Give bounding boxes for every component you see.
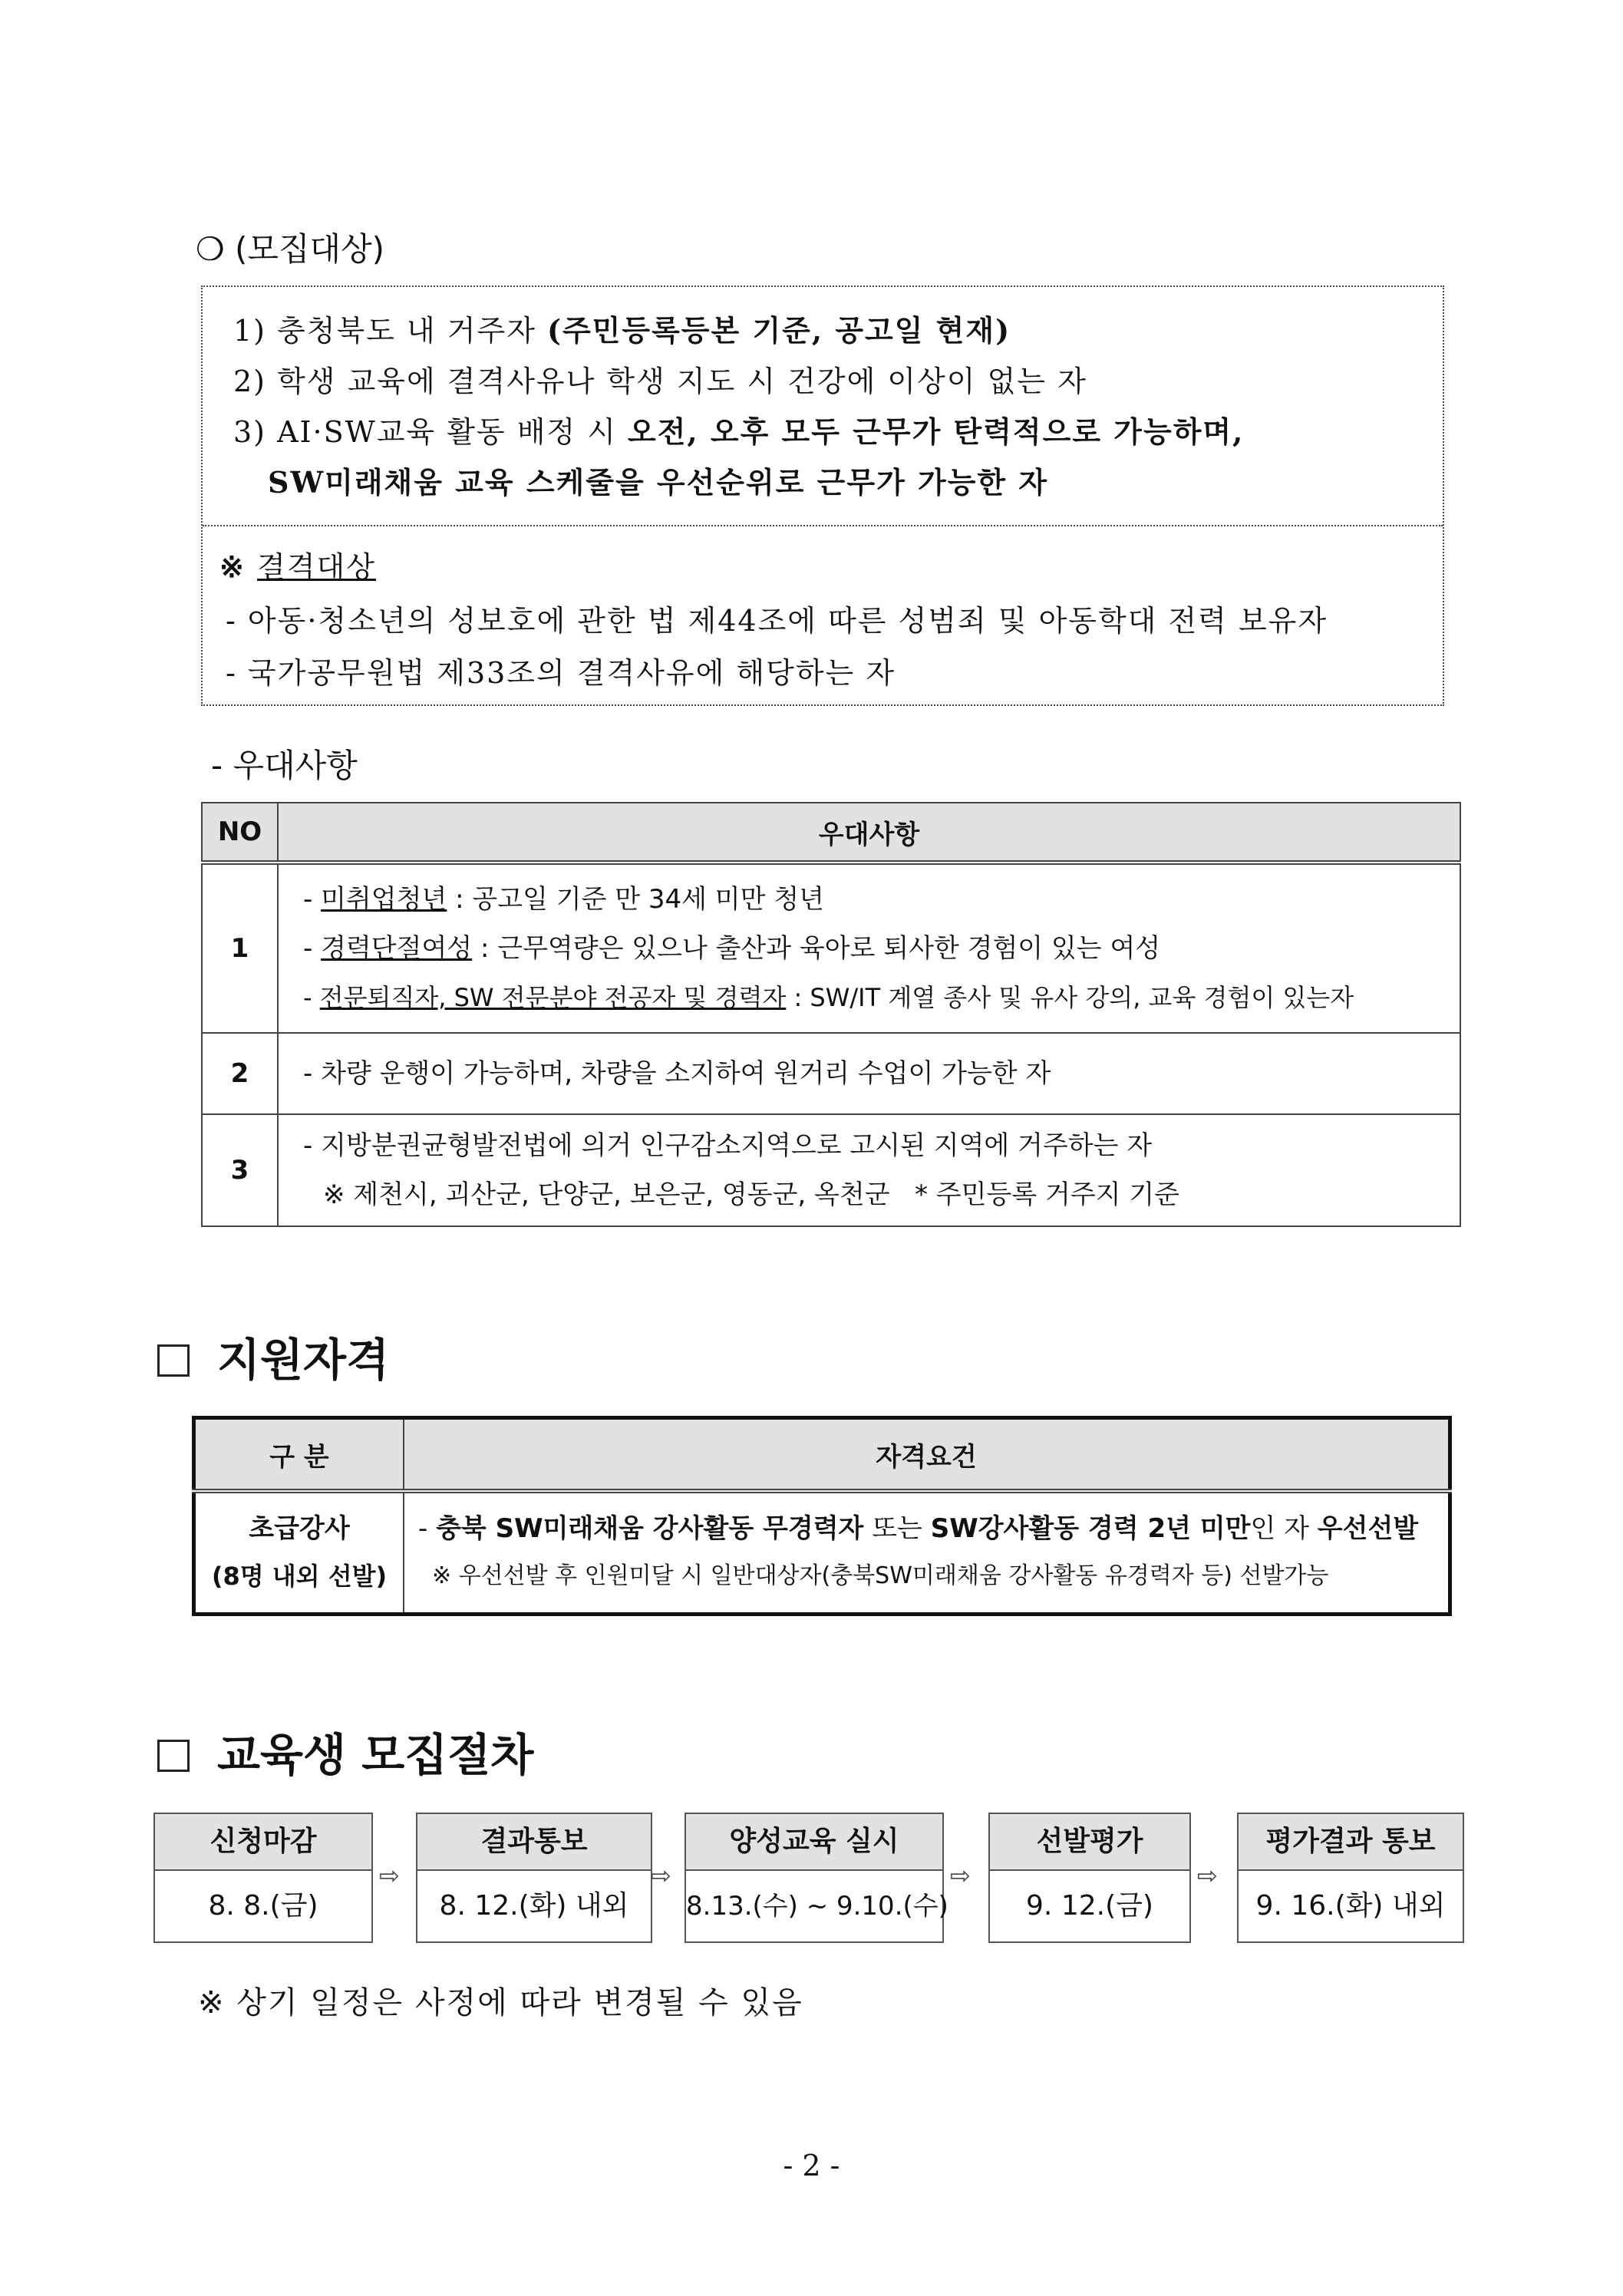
pref-line [279, 875, 1460, 924]
process-step [416, 1813, 652, 1943]
square-bullet-icon [157, 1344, 190, 1377]
process-step-title: 평가결과 통보 [1239, 1814, 1463, 1871]
process-step-date: 9. 12.(금) [1026, 1890, 1153, 1922]
square-bullet-icon [157, 1740, 190, 1772]
qual-req-part: 우선선발 [1317, 1513, 1419, 1545]
pref-no: 1 [202, 863, 278, 1033]
recruit-item-1-text: 1) 충청북도 내 거주자 [233, 314, 547, 348]
process-step-title: 양성교육 실시 [686, 1814, 942, 1871]
pref-line-text: ※ 제천시, 괴산군, 단양군, 보은군, 영동군, 옥천군 * 주민등록 거주지 기준 [323, 1179, 1180, 1210]
process-step [684, 1813, 948, 1943]
qual-section-heading [157, 1324, 389, 1388]
recruit-item-2-text: 2) 학생 교육에 결격사유나 학생 지도 시 건강에 이상이 없는 자 [233, 365, 1087, 398]
pref-heading: - 우대사항 [211, 747, 358, 784]
disq-item-2: - 국가공무원법 제33조의 결격사유에 해당하는 자 [226, 656, 896, 690]
recruit-item-1-bold: (주민등록등본 기준, 공고일 현재) [546, 313, 1011, 348]
recruit-divider [203, 525, 1443, 526]
qual-table [192, 1416, 1452, 1616]
pref-line-prefix: - [303, 1058, 322, 1089]
table-row [202, 863, 1460, 1033]
process-step-title: 선발평가 [990, 1814, 1189, 1871]
disq-item-1: - 아동·청소년의 성보호에 관한 법 제44조에 따른 성범죄 및 아동학대 전력 보유자 [226, 604, 1328, 638]
process-step [1237, 1813, 1464, 1943]
pref-line-text: : SW/IT 계열 종사 및 유사 강의, 교육 경험이 있는자 [786, 983, 1354, 1012]
qual-req-part: - [418, 1513, 437, 1545]
process-step-date: 8. 12.(화) 내외 [439, 1890, 629, 1922]
process-heading: 교육생 모집절차 [217, 1729, 534, 1781]
disq-mark: ※ [219, 549, 258, 584]
pref-line-key: 경력단절여성 [321, 933, 473, 964]
process-step [153, 1813, 373, 1943]
qual-header-row [194, 1418, 1450, 1492]
page-number: - 2 - [783, 2149, 840, 2182]
pref-table [201, 802, 1461, 1227]
process-step-date: 9. 16.(화) 내외 [1255, 1890, 1446, 1922]
table-row [194, 1491, 1450, 1614]
pref-line [279, 973, 1460, 1022]
process-step-title: 결과통보 [417, 1814, 651, 1871]
process-step-date: 8. 8.(금) [208, 1890, 318, 1922]
pref-line-key: 미취업청년 [321, 884, 447, 915]
process-step-date: 8.13.(수) ~ 9.10.(수) [686, 1891, 948, 1922]
process-section-heading [157, 1719, 533, 1783]
pref-line-text: : 공고일 기준 만 34세 미만 청년 [447, 884, 824, 915]
recruit-item-2 [233, 358, 1087, 400]
recruit-item-3-text: 3) AI·SW교육 활동 배정 시 [233, 415, 628, 449]
pref-header-row [202, 803, 1460, 863]
recruit-box [201, 285, 1444, 706]
pref-col-desc: 우대사항 [278, 803, 1460, 863]
qual-req-part: 인 자 [1250, 1513, 1318, 1545]
process-step [988, 1813, 1191, 1943]
arrow-right-icon: ⇨ [379, 1861, 400, 1890]
qual-req-main [418, 1505, 1447, 1552]
pref-line-text: : 근무역량은 있으나 출산과 육아로 퇴사한 경험이 있는 여성 [472, 933, 1161, 964]
pref-line [279, 1170, 1460, 1219]
recruit-heading: ❍ (모집대상) [196, 230, 385, 268]
table-row [202, 1114, 1460, 1226]
disq-title-line [219, 543, 376, 586]
disq-title: 결격대상 [257, 550, 376, 584]
pref-line-text: 차량 운행이 가능하며, 차량을 소지하여 원거리 수업이 가능한 자 [321, 1058, 1051, 1089]
qual-req [404, 1491, 1450, 1614]
pref-line-text: 지방분권균형발전법에 의거 인구감소지역으로 고시된 지역에 거주하는 자 [321, 1130, 1153, 1161]
pref-line-prefix: - [303, 933, 322, 964]
pref-line [279, 924, 1460, 973]
qual-col-req: 자격요건 [404, 1418, 1450, 1492]
qual-req-note: ※ 우선선발 후 인원미달 시 일반대상자(충북SW미래채움 강사활동 유경력자 등) 선발가능 [432, 1562, 1329, 1590]
recruit-item-3-bold: 오전, 오후 모두 근무가 탄력적으로 가능하며, [627, 414, 1245, 449]
process-note: ※ 상기 일정은 사정에 따라 변경될 수 있음 [198, 1985, 803, 2021]
qual-req-part: 또는 [863, 1513, 931, 1545]
recruit-item-3-cont [268, 459, 1048, 501]
pref-line-prefix: - [303, 983, 320, 1012]
pref-line [279, 1049, 1460, 1098]
qual-heading: 지원자격 [217, 1334, 390, 1386]
qual-kind [194, 1491, 404, 1614]
pref-col-no: NO [202, 803, 278, 863]
pref-desc [278, 1114, 1460, 1226]
arrow-right-icon: ⇨ [651, 1861, 671, 1890]
pref-desc [278, 863, 1460, 1033]
process-step-title: 신청마감 [155, 1814, 371, 1871]
pref-line [279, 1121, 1460, 1170]
pref-desc [278, 1033, 1460, 1114]
arrow-right-icon: ⇨ [1197, 1861, 1218, 1890]
table-row [202, 1033, 1460, 1114]
pref-line-prefix: - [303, 1130, 322, 1161]
qual-col-kind: 구 분 [194, 1418, 404, 1492]
pref-no: 2 [202, 1033, 278, 1114]
pref-no: 3 [202, 1114, 278, 1226]
pref-line-key: 전문퇴직자, SW 전문분야 전공자 및 경력자 [319, 983, 787, 1012]
qual-req-part: 충북 SW미래채움 강사활동 무경력자 [436, 1513, 864, 1545]
qual-req-part: SW강사활동 경력 2년 미만 [930, 1513, 1251, 1545]
arrow-right-icon: ⇨ [950, 1861, 971, 1890]
recruit-item-3 [233, 408, 1244, 450]
recruit-item-3-cont-bold: SW미래채움 교육 스케줄을 우선순위로 근무가 가능한 자 [268, 465, 1049, 500]
recruit-item-1 [233, 307, 1011, 349]
qual-kind-main: 초급강사 [249, 1513, 350, 1545]
qual-kind-sub: (8명 내외 선발) [211, 1562, 388, 1592]
pref-line-prefix: - [303, 884, 322, 915]
